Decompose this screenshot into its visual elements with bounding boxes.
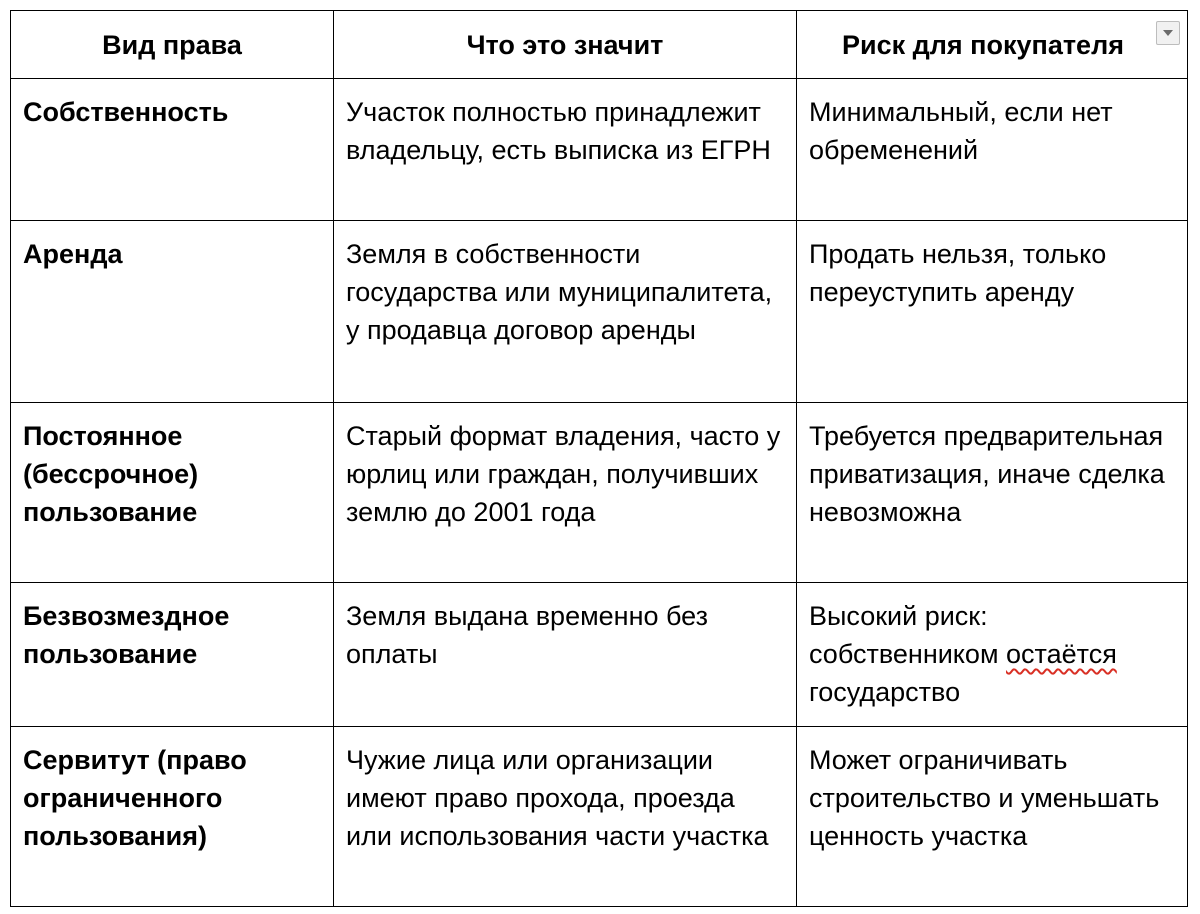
cell-meaning[interactable]: Земля в собственности государства или муниципалитета, у продавца договор аренды xyxy=(334,221,797,403)
risk-text-start: Высокий риск: собственником xyxy=(809,601,1007,669)
cell-meaning[interactable]: Участок полностью принадлежит владельцу, есть выписка из ЕГРН xyxy=(334,79,797,221)
cell-right-type[interactable]: Собственность xyxy=(11,79,334,221)
header-meaning[interactable]: Что это значит xyxy=(334,11,797,79)
cell-right-type[interactable]: Сервитут (право ограниченного пользования) xyxy=(11,727,334,907)
cell-meaning[interactable]: Старый формат владения, часто у юрлиц или граждан, получивших землю до 2001 года xyxy=(334,403,797,583)
cell-meaning[interactable]: Чужие лица или организации имеют право прохода, проезда или использования части участка xyxy=(334,727,797,907)
spellcheck-flagged-word[interactable]: остаётся xyxy=(1006,639,1117,669)
header-right-type[interactable]: Вид права xyxy=(11,11,334,79)
cell-buyer-risk[interactable]: Продать нельзя, только переуступить аренду xyxy=(797,221,1188,403)
cell-buyer-risk[interactable]: Может ограничивать строительство и уменьшать ценность участка xyxy=(797,727,1188,907)
table-header-row xyxy=(11,11,1188,79)
table-row xyxy=(11,403,1188,583)
cell-right-type[interactable]: Безвозмездное пользование xyxy=(11,583,334,727)
table-row xyxy=(11,79,1188,221)
header-buyer-risk-label: Риск для покупателя xyxy=(842,29,1124,60)
column-menu-button[interactable] xyxy=(1156,21,1180,45)
dropdown-arrow-icon xyxy=(1157,22,1179,44)
rights-table xyxy=(10,10,1188,907)
table-row xyxy=(11,221,1188,403)
table-row xyxy=(11,727,1188,907)
cell-meaning[interactable]: Земля выдана временно без оплаты xyxy=(334,583,797,727)
table-row xyxy=(11,583,1188,727)
cell-right-type[interactable]: Аренда xyxy=(11,221,334,403)
risk-text-end: государство xyxy=(809,677,961,707)
cell-buyer-risk[interactable]: Минимальный, если нет обременений xyxy=(797,79,1188,221)
cell-right-type[interactable]: Постоянное (бессрочное) пользование xyxy=(11,403,334,583)
cell-buyer-risk[interactable] xyxy=(797,583,1188,727)
header-buyer-risk[interactable] xyxy=(797,11,1188,79)
cell-buyer-risk[interactable]: Требуется предварительная приватизация, иначе сделка невозможна xyxy=(797,403,1188,583)
